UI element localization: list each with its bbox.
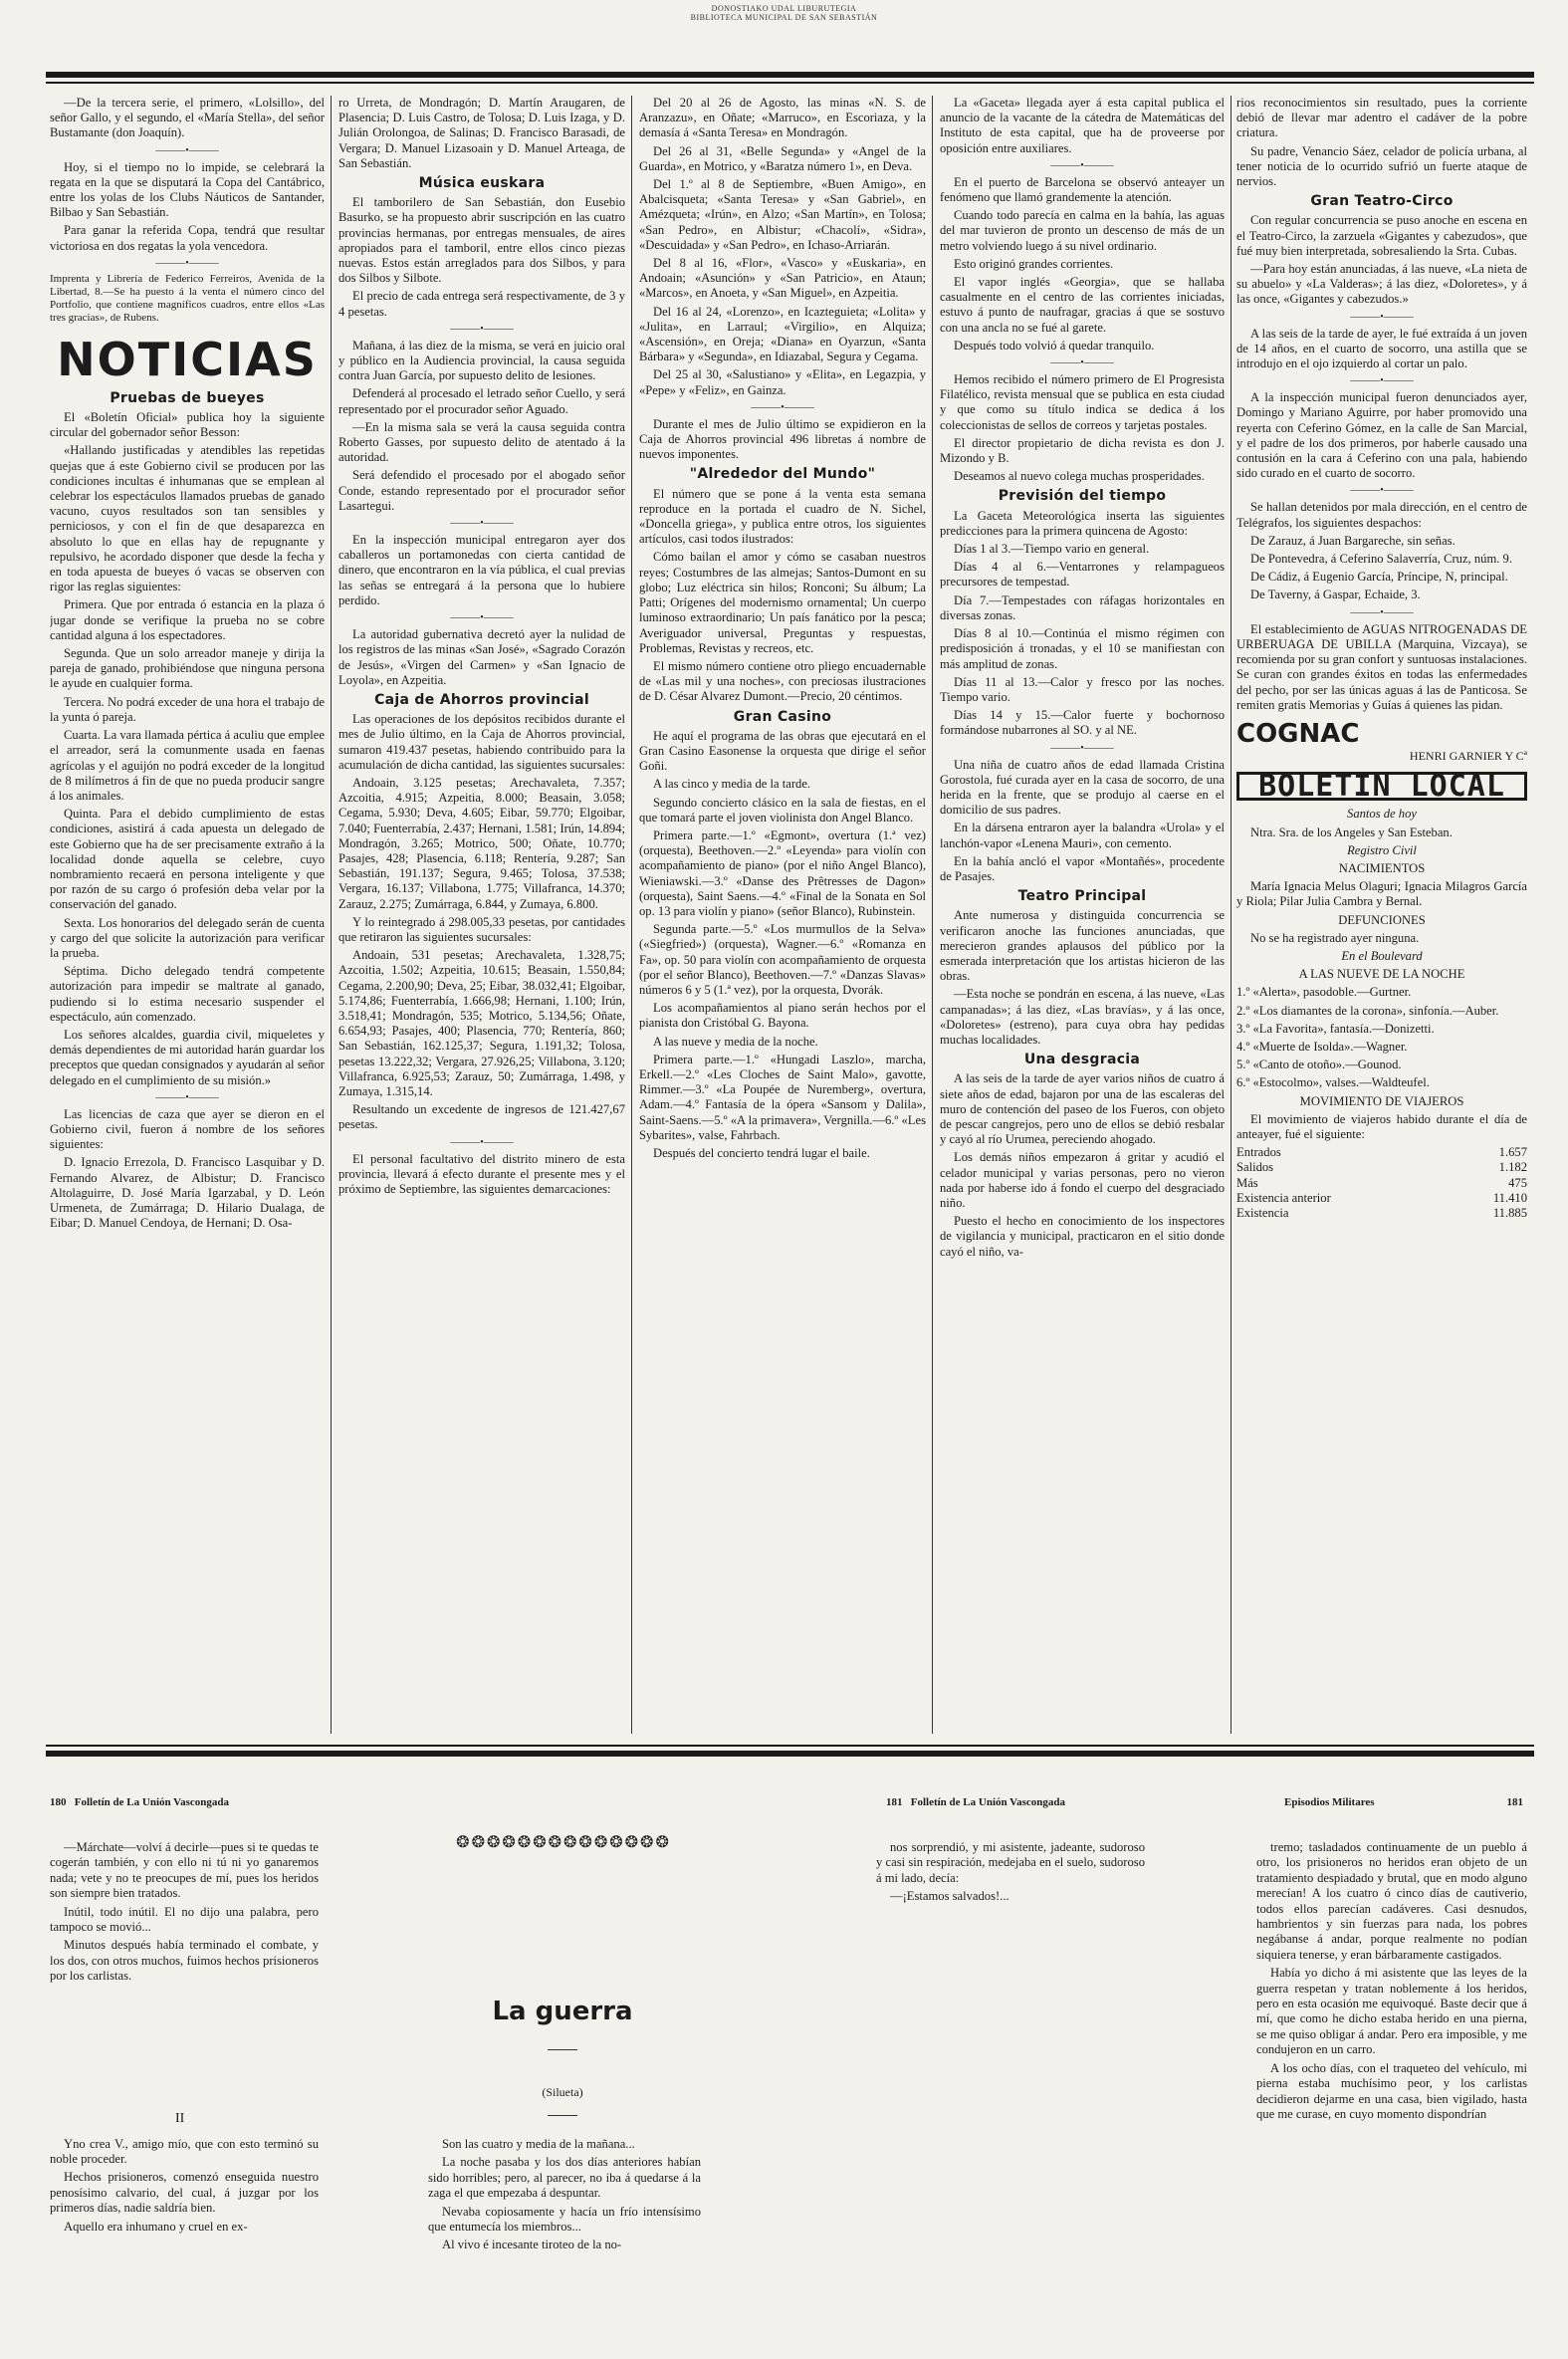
stat-value: 1.657 — [1498, 1145, 1527, 1160]
paragraph: Segunda. Que un solo arreador maneje y dirija la pareja de ganado, prohibiéndose que ninguna persona le ayude en cualquier forma. — [50, 646, 325, 691]
folletin-column-2 — [428, 2137, 701, 2348]
subtitle-rule — [548, 2115, 577, 2116]
cognac-ad-title: COGNAC — [1236, 718, 1360, 749]
separator: ———•——— — [450, 612, 514, 624]
paragraph: Cuarta. La vara llamada pértica á aculiu que emplee el arreador, será la comunmente usada en faenas agrícolas y el aguijón no podrá exceder de la longitud de 8 milímetros á fin de que no pueda producir sangre á los animales. — [50, 728, 325, 803]
paragraph: Séptima. Dicho delegado tendrá competente autorización para impedir se maltrate al ganado, pudiendo si lo estima necesario suspender el espectáculo, aún comenzado. — [50, 964, 325, 1024]
paragraph: Defenderá al procesado el letrado señor Cuello, y será representado por el procurador señor Aguado. — [338, 386, 625, 416]
paragraph: Del 1.º al 8 de Septiembre, «Buen Amigo», en Abalcisqueta; «Santa Teresa» y «San Gabriel», en Amézqueta; «Irún», en Alzo; «San Martín», en Tolosa; «San Pedro», en Albistur; «Chacolí», «Sidra», «Descuidada» y «San Pedro», en Ichaso-Arriarán. — [639, 177, 926, 252]
paragraph: La autoridad gubernativa decretó ayer la nulidad de los registros de las minas «San José», «Sagrado Corazón de Jesús», «Virgen del Carmen» y «San Ignacio de Loyola», en Azpeitia. — [338, 627, 625, 687]
paragraph: En la dársena entraron ayer la balandra «Urola» y el lanchón-vapor «Lenena Mauri», con cemento. — [940, 821, 1225, 850]
section-heading-prevision: Previsión del tiempo — [998, 488, 1167, 505]
paragraph: Días 4 al 6.—Ventarrones y relampagueos precursores de tempestad. — [940, 560, 1225, 590]
paragraph: Durante el mes de Julio último se expidieron en la Caja de Ahorros provincial 496 libretas á nombre de nuevos imponentes. — [639, 416, 926, 462]
section-heading-caja: Caja de Ahorros provincial — [374, 691, 589, 708]
chapter-number: II — [175, 2111, 185, 2126]
folletin-column-4 — [1256, 1840, 1527, 2348]
paragraph: De Cádiz, á Eugenio García, Príncipe, N, principal. — [1250, 570, 1508, 585]
paragraph: Día 7.—Tempestades con ráfagas horizontales en diversas zonas. — [940, 592, 1225, 622]
column-1 — [50, 96, 325, 1729]
paragraph: nos sorprendió, y mi asistente, jadeante, sudoroso y casi sin respiración, medejaba en el suelo, sudoroso á mi lado, decía: — [876, 1840, 1145, 1885]
library-stamp — [0, 4, 1568, 22]
paragraph: Resultando un excedente de ingresos de 121.427,67 pesetas. — [338, 1102, 625, 1132]
folletin-title: Episodios Militares — [1284, 1796, 1375, 1808]
section-heading-alrededor: "Alrededor del Mundo" — [689, 466, 876, 483]
column-divider — [631, 96, 632, 1734]
stat-value: 475 — [1508, 1175, 1527, 1190]
section-heading-teatro-circo: Gran Teatro-Circo — [1310, 193, 1454, 210]
library-stamp-line1: DONOSTIAKO UDAL LIBURUTEGIA — [711, 4, 857, 13]
stat-row — [1236, 1206, 1527, 1221]
paragraph: Días 14 y 15.—Calor fuerte y bochornoso formándose nubarrones al SO. y al NE. — [940, 708, 1225, 738]
paragraph: El director propietario de dicha revista es don J. Mizondo y B. — [940, 435, 1225, 466]
defunciones-heading: DEFUNCIONES — [1338, 912, 1426, 927]
column-divider — [932, 96, 933, 1734]
separator: ———•——— — [155, 1091, 219, 1103]
folletin-header-right — [1284, 1796, 1523, 1808]
story-subtitle: (Silueta) — [542, 2085, 583, 2099]
paragraph: Deseamos al nuevo colega muchas prosperidades. — [954, 469, 1205, 484]
paragraph: De Taverny, á Gaspar, Echaide, 3. — [1250, 588, 1421, 602]
paragraph: El personal facultativo del distrito minero de esta provincia, llevará á efecto durante el presente mes y el próximo de Septiembre, las siguientes demarcaciones: — [338, 1151, 625, 1196]
paragraph: Mañana, á las diez de la misma, se verá en juicio oral y público en la Audiencia provincial, la causa seguida contra Juan García, por supuesto delito de lesiones. — [338, 338, 625, 383]
paragraph: En la inspección municipal entregaron ayer dos caballeros un portamonedas con cierta cantidad de dinero, que encontraron en la vía pública, el cual previas las señas se entregará á la persona que lo hubiere perdido. — [338, 533, 625, 607]
separator: ———•——— — [1050, 159, 1114, 171]
paragraph: Días 1 al 3.—Tiempo vario en general. — [954, 542, 1150, 557]
paragraph: El precio de cada entrega será respectivamente, de 3 y 4 pesetas. — [338, 289, 625, 319]
stat-row — [1236, 1160, 1527, 1175]
paragraph: —Esta noche se pondrán en escena, á las nueve, «Las campanadas»; á las diez, «Las bravías», y á las once, «Doloretes» (estreno), para cuya obra hay pedidas muchas localidades. — [940, 987, 1225, 1047]
paragraph: Andoain, 531 pesetas; Arechavaleta, 1.328,75; Azcoitia, 1.502; Azpeitia, 10.615; Beasain, 1.550,84; Cegama, 2.200,90; Deva, 25; Eibar, 38.032,41; Elgoibar, 5.174,86; Fuenterrabía, 1.666,98; Hernani, 1.100; Irún, 3.518,41; Mondragón, 535; Motrico, 5.134,56; Oñate, 6.654,93; Pasajes, 400; Plasencia, 770; Rentería, 860; San Sebastián, 162.125,37; Segura, 1.191,32; Tolosa, pesetas 13.222,32; Vergara, 27.926,25; Villabona, 3.120; Villafranca, 6.925,53; Zarauz, 50; Zumárraga, 1.498, y Zumaya, 1.315,14. — [338, 948, 625, 1098]
paragraph: Tercera. No podrá exceder de una hora el trabajo de la yunta ó pareja. — [50, 694, 325, 724]
paragraph: Hemos recibido el número primero de El Progresista Filatélico, revista mensual que se publica en esta ciudad y que como su título indica se dedica á los coleccionistas de sellos de correos y tarjetas postales. — [940, 372, 1225, 432]
stat-value: 1.182 — [1498, 1160, 1527, 1175]
paragraph: Su padre, Venancio Sáez, celador de policía urbana, al tener noticia de lo ocurrido sufrió un fuerte ataque de nervios. — [1236, 143, 1527, 189]
boulevard-time: A LAS NUEVE DE LA NOCHE — [1298, 967, 1465, 982]
paragraph: Ante numerosa y distinguida concurrencia se verificaron anoche las funciones anunciadas, que merecieron grandes aplausos del público por la esmerada interpretación que los artistas hicieron de las obras. — [940, 908, 1225, 984]
stat-value: 11.885 — [1492, 1205, 1527, 1220]
paragraph: Días 8 al 10.—Continúa el mismo régimen con predisposición á tronadas, y el 10 se manifiestan con más amplitud de zonas. — [940, 626, 1225, 671]
paragraph: Aquello era inhumano y cruel en ex- — [64, 2219, 248, 2234]
viajeros-intro: El movimiento de viajeros habido durante el día de anteayer, fué el siguiente: — [1236, 1111, 1527, 1141]
paragraph: Andoain, 3.125 pesetas; Arechavaleta, 7.357; Azcoitia, 4.915; Azpeitia, 8.000; Beasain, 3.058; Cegama, 5.930; Deva, 4.605; Eibar, 59.770; Elgoibar, 7.040; Fuenterrabía, 2.437; Hernani, 1.581; Irún, 14.894; Mondragón, 3.265; Motrico, 500; Oñate, 10.770; Pasajes, 428; Plasencia, 6.118; Rentería, 9.287; San Sebastián, 191.137; Segura, 9.465; Tolosa, 37.538; Vergara, 16.137; Villabona, 1.775; Villafranca, 14.370; Zarauz, 2.275; Zumárraga, 6.844, y Zumaya, 6.800. — [338, 775, 625, 911]
separator: ———•——— — [1350, 375, 1414, 387]
paragraph: Cómo bailan el amor y cómo se casaban nuestros reyes; Costumbres de las almejas; Santos-Dumont en su globo; Luz eléctrica sin hilos; Ronconi; Su álbum; La Patti; Orígenes del modernismo ornamental; Un cuerpo luminoso extraordinario; Un país fanático por la pesca; Averiguador universal, Preguntas y respuestas, Problemas, Revistas y recreos, etc. — [639, 550, 926, 655]
noticias-heading: NOTICIAS — [57, 332, 318, 386]
nacimientos-heading: NACIMIENTOS — [1338, 860, 1426, 875]
paragraph: Segundo concierto clásico en la sala de fiestas, en el que tomará parte el joven violinista don Angel Blanco. — [639, 795, 926, 825]
library-stamp-line2: BIBLIOTECA MUNICIPAL DE SAN SEBASTIÁN — [690, 13, 878, 22]
paragraph: —Para hoy están anunciadas, á las nueve, «La nieta de su abuelo» y «La Valderas»; á las diez, «Doloretes», y á las once, «Gigantes y cabezudos.» — [1236, 262, 1527, 307]
paragraph: Son las cuatro y media de la mañana... — [442, 2137, 635, 2151]
paragraph: Una niña de cuatro años de edad llamada Cristina Gorostola, fué curada ayer en la casa de socorro, de una herida en la frente, que se produjo al caerse en el domicilio de sus padres. — [940, 757, 1225, 818]
folletin-column-3 — [876, 1840, 1145, 2348]
section-heading-desgracia: Una desgracia — [1023, 1052, 1141, 1068]
stat-label: Más — [1236, 1175, 1258, 1190]
folletin-column-1 — [50, 1840, 319, 2348]
separator: ———•——— — [1350, 485, 1414, 497]
paragraph: —¡Estamos salvados!... — [890, 1889, 1009, 1904]
spacer — [50, 1988, 319, 2077]
program-item: 2.º «Los diamantes de la corona», sinfonía.—Auber. — [1236, 1003, 1499, 1018]
paragraph: Los acompañamientos al piano serán hechos por el pianista don Cristóbal G. Bayona. — [639, 1001, 926, 1031]
paragraph: Para ganar la referida Copa, tendrá que resultar victoriosa en dos regatas la yola vencedora. — [50, 223, 325, 253]
defunciones-text: No se ha registrado ayer ninguna. — [1250, 930, 1420, 945]
paragraph: Después todo volvió á quedar tranquilo. — [954, 338, 1155, 353]
spacer — [50, 2077, 319, 2137]
paragraph: Del 25 al 30, «Salustiano» y «Elita», en Legazpia, y «Pepe» y «Feliz», en Gainza. — [639, 367, 926, 397]
paragraph: Hechos prisioneros, comenzó enseguida nuestro penosísimo calvario, del cual, á juzgar por los primeros días, nadie saldría bien. — [50, 2170, 319, 2216]
santos-heading: Santos de hoy — [1347, 807, 1417, 822]
program-item: 3.º «La Favorita», fantasía.—Donizetti. — [1236, 1021, 1435, 1036]
page-number: 181 — [1506, 1796, 1523, 1808]
paragraph: Del 26 al 31, «Belle Segunda» y «Angel de la Guarda», en Motrico, y «Baratza número 1», en Deva. — [639, 143, 926, 173]
paragraph: —En la misma sala se verá la causa seguida contra Roberto Gasses, por supuesto delito de atentado á la autoridad. — [338, 419, 625, 465]
boletin-local-heading: BOLETIN LOCAL — [1236, 772, 1527, 801]
stat-label: Entrados — [1236, 1145, 1281, 1160]
program-item: 4.º «Muerte de Isolda».—Wagner. — [1236, 1039, 1408, 1054]
paragraph: El mismo número contiene otro pliego encuadernable de «Las mil y una noches», con preciosas ilustraciones de D. César Alvarez Dumont.—Precio, 20 céntimos. — [639, 658, 926, 704]
paragraph: A las cinco y media de la tarde. — [653, 777, 811, 792]
separator: ———•——— — [751, 401, 814, 413]
paragraph: Las operaciones de los depósitos recibidos durante el mes de Julio último, en la Caja de Ahorros provincial, sumaron 419.437 pesetas, habiendo contribuido para la acumulación de dicha cantidad, las siguientes sucursales: — [338, 712, 625, 772]
paragraph: Puesto el hecho en conocimiento de los inspectores de vigilancia y municipal, practicaron en el sitio donde cayó el niño, va- — [940, 1214, 1225, 1259]
column-3 — [639, 96, 926, 1729]
paragraph: El «Boletín Oficial» publica hoy la siguiente circular del gobernador señor Besson: — [50, 410, 325, 440]
paragraph: Minutos después había terminado el combate, y los dos, con otros muchos, fuimos hechos prisioneros por los carlistas. — [50, 1938, 319, 1984]
paragraph: Del 8 al 16, «Flor», «Vasco» y «Euskaria», en Andoain; «Asunción» y «San Patricio», en Ataun; «Marcos», en Anoeta, y «San Miguel», en Azpeitia. — [639, 256, 926, 301]
section-heading-pruebas: Pruebas de bueyes — [110, 389, 265, 406]
stat-row — [1236, 1191, 1527, 1206]
santos-text: Ntra. Sra. de los Angeles y San Esteban. — [1250, 825, 1453, 839]
paragraph: Se hallan detenidos por mala dirección, en el centro de Telégrafos, los siguientes despachos: — [1236, 500, 1527, 530]
separator: ———•——— — [155, 257, 219, 269]
stat-value: 11.410 — [1492, 1190, 1527, 1205]
folletin-title: Folletín de La Unión Vascongada — [74, 1796, 230, 1808]
paragraph: tremo; tasladados continuamente de un pueblo á otro, los prisioneros no heridos eran objeto de un tratamiento despiadado y brutal, que en modo alguno merecían! A los cuatro ó cinco días de cautiverio, todos ellos parecían cadáveres. Casi desnudos, hambrientos y sin fuerzas para nada, los pobres negábanse á andar, porque realmente no podían siquiera tenerse, y eran bárbaramente castigados. — [1256, 1840, 1527, 1962]
bookshop-ad: Imprenta y Librería de Federico Ferreiros, Avenida de la Libertad, 8.—Se ha puesto á la venta el número cinco del Portfolio, que contiene magníficos cuadros, entre ellos «Las tres gracias», de Rubens. — [50, 272, 325, 324]
paragraph: Después del concierto tendrá lugar el baile. — [653, 1146, 870, 1160]
paragraph: Del 20 al 26 de Agosto, las minas «N. S. de Aranzazu», en Oñate; «Marruco», en Escoriaza, y la demasía á «Santa Teresa» en Mondragón. — [639, 96, 926, 140]
separator: ———•——— — [1050, 742, 1114, 754]
paragraph: Será defendido el procesado por el abogado señor Conde, estando representado por el procurador señor Lasartegui. — [338, 468, 625, 513]
column-4 — [940, 96, 1225, 1729]
section-heading-musica: Música euskara — [418, 175, 546, 192]
paragraph: Y lo reintegrado á 298.005,33 pesetas, por cantidades que retiraron las siguientes sucursales: — [338, 914, 625, 944]
paragraph: Las licencias de caza que ayer se dieron en el Gobierno civil, fueron á nombre de los señores siguientes: — [50, 1106, 325, 1152]
separator: ———•——— — [450, 323, 514, 335]
paragraph: Los demás niños empezaron á gritar y acudió el celador municipal y varias personas, pero no vieron nada por haberse ido á fondo el cuerpo del desgraciado niño. — [940, 1150, 1225, 1210]
top-rule — [46, 72, 1534, 78]
paragraph: A las nueve y media de la noche. — [653, 1034, 818, 1049]
cognac-ad-brand: HENRI GARNIER Y Cª — [1409, 748, 1527, 763]
paragraph: Los señores alcaldes, guardia civil, miqueletes y demás dependientes de mi autoridad harán guardar los preceptos que quedan consignados y ayudarán al señor delegado en el cumplimiento de su misión.» — [50, 1027, 325, 1087]
separator: ———•——— — [155, 144, 219, 156]
page-number: 181 — [886, 1796, 903, 1808]
bottom-rule-thin — [46, 1745, 1534, 1747]
paragraph: Había yo dicho á mi asistente que las leyes de la guerra respetan y tratan noblemente á los heridos, pero en esta ocasión me equivoqué. Baste decir que á mí, que como he dicho estaba herido en una pierna, se me quiso obligar á andar. Pero era imposible, y me condujeron en un carro. — [1256, 1966, 1527, 2057]
top-rule-thin — [46, 82, 1534, 84]
separator: ———•——— — [1350, 311, 1414, 323]
section-heading-teatro: Teatro Principal — [1017, 888, 1147, 905]
stat-label: Existencia anterior — [1236, 1190, 1331, 1205]
folletin-header-mid — [886, 1796, 1065, 1808]
ornament-band: ❂❂❂❂❂❂❂❂❂❂❂❂❂❂ — [456, 1834, 671, 1850]
stat-row — [1236, 1145, 1527, 1160]
stat-label: Existencia — [1236, 1205, 1289, 1220]
paragraph: D. Ignacio Errezola, D. Francisco Lasquibar y D. Fernando Alvarez, de Albistur; D. Francisco Altolaguirre, D. José María Igarzabal, y D. León Urmeneta, de Zumárraga; D. Hilario Dualaga, de Eibar; D. Manuel Cendoya, de Hernani; D. Osa- — [50, 1155, 325, 1231]
section-heading-casino: Gran Casino — [733, 708, 832, 725]
paragraph: Quinta. Para el debido cumplimiento de estas condiciones, asistirá á cada apuesta un delegado de este Gobierno que ha de ser precisamente extraño á la localidad donde aquella se celebre, cuyo nombramiento recaerá en persona inteligente y que por razón de su cargo ó profesión deba velar por la conservación del ganado. — [50, 807, 325, 912]
separator: ———•——— — [1050, 357, 1114, 369]
paragraph: El vapor inglés «Georgia», que se hallaba casualmente en el centro de las corrientes iniciadas, estuvo á punto de naufragar, gracias á que se sostuvo con una ancla no se fué al garete. — [940, 275, 1225, 335]
paragraph: Con regular concurrencia se puso anoche en escena en el Teatro-Circo, la zarzuela «Gigantes y cabezudos», que fué muy bien interpretada, sobresaliendo la Srta. Cubas. — [1236, 213, 1527, 258]
stat-label: Salidos — [1236, 1160, 1274, 1175]
paragraph: A las seis de la tarde de ayer varios niños de cuatro á siete años de edad, bajaron por una de las escaleras del muro de contención del paseo de los Fueros, con objeto de pescar cangrejos, pero uno de ellos se debió resbalar y cayó al río Urumea, pereciendo ahogado. — [940, 1071, 1225, 1147]
paragraph: A las seis de la tarde de ayer, le fué extraída á un joven de 14 años, en el cuarto de socorro, una astilla que se introdujo en el ojo izquierdo al cortar un palo. — [1236, 326, 1527, 371]
paragraph: El tamborilero de San Sebastián, don Eusebio Basurko, se ha propuesto abrir suscripción en las cuatro provincias hermanas, por entregas mensuales, de aires apropiados para el tamboril, entre ellos cinco piezas nuevas. Estos están arreglados para dos Silbos, y para dos Silbos y Silbote. — [338, 195, 625, 286]
paragraph: Segunda parte.—5.º «Los murmullos de la Selva» («Siegfried») (orquesta), Wagner.—6.º «Romanza en Fa», op. 50 para violín con acompañamiento de orquesta (por el señor Blanco), Beethoven.—7.º «Danzas Slavas» números 6 y 5 (1.ª vez), por la orquesta, Dvorák. — [639, 922, 926, 997]
column-2 — [338, 96, 625, 1729]
paragraph: La «Gaceta» llegada ayer á esta capital publica el anuncio de la vacante de la cátedra de Matemáticas del Instituto de esta capital, que ha de proveerse por oposición entre auxiliares. — [940, 96, 1225, 155]
paragraph: —De la tercera serie, el primero, «Lolsillo», del señor Gallo, y el segundo, el «María Stella», del señor Bustamante (don Joaquín). — [50, 96, 325, 140]
column-divider — [331, 96, 332, 1734]
paragraph: Inútil, todo inútil. El no dijo una palabra, pero tampoco se movió... — [50, 1904, 319, 1935]
boulevard-heading: En el Boulevard — [1341, 948, 1423, 963]
viajeros-heading: MOVIMIENTO DE VIAJEROS — [1299, 1093, 1464, 1108]
paragraph: Primera parte.—1.º «Egmont», overtura (1.ª vez) (orquesta), Beethoven.—2.º «Leyenda» para violín con acompañamiento de piano» (por el niño Angel Blanco), Wieniawski.—3.º «Danse des Prêtresses de Dagon» (orquesta), Saint Saens.—4.º «Final de la Sonata en Sol op. 13 para violín y piano» (señor Blanco), Rubinstein. — [639, 827, 926, 918]
paragraph: El número que se pone á la venta esta semana reproduce en la portada el cuadro de N. Sichel, «Doncella griega», y publica entre otros, los siguientes artículos, casi todos ilustrados: — [639, 486, 926, 547]
program-item: 6.º «Estocolmo», valses.—Waldteufel. — [1236, 1075, 1430, 1090]
column-divider — [1231, 96, 1232, 1734]
bottom-rule — [46, 1751, 1534, 1757]
paragraph: En el puerto de Barcelona se observó anteayer un fenómeno que llamó grandemente la atención. — [940, 174, 1225, 205]
paragraph: ro Urreta, de Mondragón; D. Martín Araugaren, de Plasencia; D. Luis Castro, de Tolosa; D. Luis Izaga, y D. Julián Orolongoa, de Salinas; D. Francisco Barasadi, de Vergara; D. Manuel Lizasoain y D. Manuel Arteaga, de San Sebastián. — [338, 96, 625, 170]
paragraph: En la bahía ancló el vapor «Montañés», procedente de Pasajes. — [940, 853, 1225, 883]
paragraph: Cuando todo parecía en calma en la bahía, las aguas del mar tuvieron de pronto un descenso de más de un metro volviendo luego á su nivel ordinario. — [940, 208, 1225, 253]
paragraph: Nevaba copiosamente y hacía un frío intensísimo que entumecía los miembros... — [428, 2204, 701, 2235]
story-title: La guerra — [492, 1997, 633, 2026]
program-item: 5.º «Canto de otoño».—Gounod. — [1236, 1058, 1402, 1072]
title-rule — [548, 2049, 577, 2050]
separator: ———•——— — [1350, 606, 1414, 618]
registro-heading: Registro Civil — [1347, 842, 1417, 857]
paragraph: Sexta. Los honorarios del delegado serán de cuenta y cargo del que solicite la autorización para verificar la prueba. — [50, 915, 325, 960]
paragraph: Primera. Que por entrada ó estancia en la plaza ó jugar donde se verifique la prueba no se cobre cantidad alguna á los espectadores. — [50, 597, 325, 642]
paragraph: De Pontevedra, á Ceferino Salaverría, Cruz, núm. 9. — [1250, 552, 1512, 567]
paragraph: —Márchate—volví á decirle—pues si te quedas te cogerán también, y con ello ni tú ni yo ganaremos nada; vete y no te preocupes de mí, pues los heridos son siempre bien tratados. — [50, 1840, 319, 1901]
paragraph: La Gaceta Meteorológica inserta las siguientes predicciones para la primera quincena de Agosto: — [940, 508, 1225, 538]
stat-row — [1236, 1176, 1527, 1191]
paragraph: La noche pasaba y los dos días anteriores habían sido horribles; pero, al parecer, no iba á quedarse á la zaga el que empezaba á despuntar. — [428, 2155, 701, 2201]
paragraph: Hoy, si el tiempo no lo impide, se celebrará la regata en la que se disputará la Copa del Cantábrico, entre los yolas de los Clubs Náuticos de Santander, Bilbao y San Sebastián. — [50, 159, 325, 220]
paragraph: Primera parte.—1.º «Hungadi Laszlo», marcha, Erkell.—2.º «Les Cloches de Saint Malo», gavotte, Rimmer.—3.º «La Poupée de Nuremberg», overtura, Adam.—4.º Fantasía de la ópera «Sansom y Dalila», Saint-Saens.—5.º «A la primavera», Vergnilla.—6.º «Les Sybarites», valse, Fahrbach. — [639, 1052, 926, 1142]
program-item: 1.º «Alerta», pasodoble.—Gurtner. — [1236, 985, 1412, 1000]
paragraph: Del 16 al 24, «Lorenzo», en Icazteguieta; «Lolita» y «Julita», en Larraul; «Virgilio», en Alquiza; «Ascensión», en Oreja; «Diana» en Oyarzun, «Santa Bárbara» y «Segunda», en Idiazabal, Segura y Cegama. — [639, 304, 926, 364]
folletin-header-left — [50, 1796, 229, 1808]
nacimientos-text: María Ignacia Melus Olaguri; Ignacia Milagros García y Riola; Pilar Julia Cambra y Bernal. — [1236, 879, 1527, 909]
separator: ———•——— — [450, 1136, 514, 1148]
paragraph: Al vivo é incesante tiroteo de la no- — [442, 2238, 622, 2252]
separator: ———•——— — [450, 518, 514, 530]
paragraph: A la inspección municipal fueron denunciados ayer, Domingo y Mariano Aguirre, por haber promovido una reyerta con Ceferino Gómez, en la calle de San Marcial, y el padre de los dos primeros, por haberle causado una contusión en la cara á Ceferino con una pala, habiendo sido curado en el cuarto de socorro. — [1236, 390, 1527, 481]
paragraph: De Zarauz, á Juan Bargareche, sin señas. — [1250, 533, 1456, 548]
paragraph: Días 11 al 13.—Calor y fresco por las noches. Tiempo vario. — [940, 674, 1225, 704]
paragraph: Yno crea V., amigo mío, que con esto terminó su noble proceder. — [50, 2136, 319, 2167]
paragraph: rios reconocimientos sin resultado, pues la corriente debió de llevar mar adentro el cadáver de la pobre criatura. — [1236, 96, 1527, 140]
page-number: 180 — [50, 1796, 67, 1808]
column-5 — [1236, 96, 1527, 1729]
aguas-ad: El establecimiento de AGUAS NITROGENADAS DE URBERUAGA DE UBILLA (Marquina, Vizcaya), se recomienda por su gran confort y suntuosas instalaciones. Se curan con grandes éxitos en todas las enfermedades del pecho, por ser las únicas aguas á las de Panticosa. Se remiten gratis Memorias y Guías á quienes las pidan. — [1236, 621, 1527, 712]
paragraph: A los ocho días, con el traqueteo del vehículo, mi pierna estaba muchísimo peor, y los carlistas decidieron dejarme en una casa, bien vigilado, hasta que me curase, en cuyo momento dispondrían — [1256, 2060, 1527, 2121]
paragraph: Esto originó grandes corrientes. — [954, 256, 1114, 271]
paragraph: «Hallando justificadas y atendibles las repetidas quejas que á este Gobierno civil se producen por las condiciones incultas é inhumanas que se emplean al celebrar los espectáculos llamados pruebas de ganado vacuno, cuyos resultados son tan sensibles y perniciosos, y con el fin de que desaparezca en absoluto lo que en ellas hay de repugnante y repulsivo, he acordado disponer que desde la fecha y en toda apuesta de bueyes ó vacas se observen con rigor las reglas siguientes: — [50, 443, 325, 594]
folletin-title: Folletín de La Unión Vascongada — [910, 1796, 1066, 1808]
paragraph: He aquí el programa de las obras que ejecutará en el Gran Casino Easonense la orquesta que dirige el señor Goñi. — [639, 728, 926, 774]
